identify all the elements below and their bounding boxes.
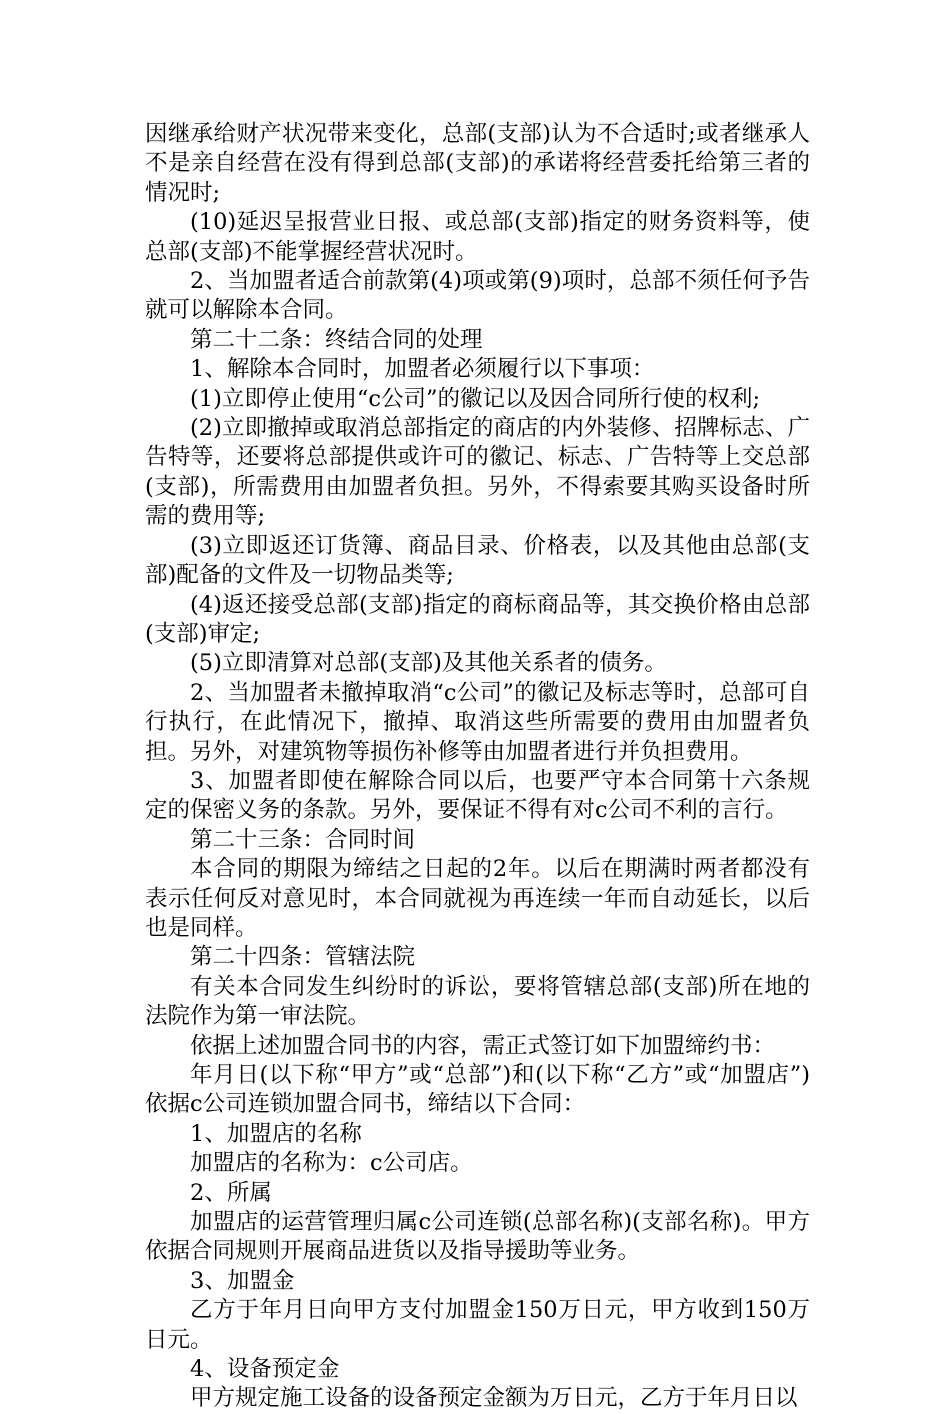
- clause-heading: 4、设备预定金: [190, 1356, 340, 1383]
- paragraph: (10)延迟呈报营业日报、或总部(支部)指定的财务资料等，使总部(支部)不能掌握经营状况时。: [145, 209, 810, 265]
- list-item: (3)立即返还订货簿、商品目录、价格表，以及其他由总部(支部)配备的文件及一切物品类等;: [145, 532, 810, 589]
- paragraph: 依据上述加盟合同书的内容，需正式签订如下加盟缔约书：: [190, 1032, 776, 1059]
- section-heading: 第二十三条：合同时间: [190, 826, 416, 853]
- list-item: (2)立即撤掉或取消总部指定的商店的内外装修、招牌标志、广告特等，还要将总部提供或许可的徽记、标志、广告特等上交总部(支部)，所需费用由加盟者负担。另外，不得索要其购买设备时所需的费用等;: [145, 415, 810, 530]
- paragraph: 1、解除本合同时，加盟者必须履行以下事项：: [190, 356, 655, 383]
- paragraph: 年月日(以下称“甲方”或“总部”)和(以下称“乙方”或“加盟店”)依据c公司连锁加盟合同书，缔结以下合同：: [145, 1062, 810, 1118]
- document-body: [145, 120, 810, 1414]
- paragraph: 有关本合同发生纠纷时的诉讼，要将管辖总部(支部)所在地的法院作为第一审法院。: [145, 973, 810, 1030]
- clause-heading: 1、加盟店的名称: [190, 1120, 362, 1147]
- paragraph: 3、加盟者即使在解除合同以后，也要严守本合同第十六条规定的保密义务的条款。另外，要保证不得有对c公司不利的言行。: [145, 767, 810, 824]
- paragraph: 加盟店的名称为：c公司店。: [190, 1150, 473, 1177]
- clause-heading: 2、所属: [190, 1179, 272, 1206]
- paragraph: 因继承给财产状况带来变化，总部(支部)认为不合适时;或者继承人不是亲自经营在没有得到总部(支部)的承诺将经营委托给第三者的情况时;: [145, 121, 810, 206]
- clause-heading: 3、加盟金: [190, 1267, 295, 1294]
- paragraph: 加盟店的运营管理归属c公司连锁(总部名称)(支部名称)。甲方依据合同规则开展商品进货以及指导援助等业务。: [145, 1209, 810, 1265]
- list-item: (4)返还接受总部(支部)指定的商标商品等，其交换价格由总部(支部)审定;: [145, 591, 810, 647]
- paragraph: 2、当加盟者未撤掉取消“c公司”的徽记及标志等时，总部可自行执行，在此情况下，撤掉、取消这些所需要的费用由加盟者负担。另外，对建筑物等损伤补修等由加盟者进行并负担费用。: [145, 679, 810, 765]
- list-item: (1)立即停止使用“c公司”的徽记以及因合同所行使的权利;: [190, 385, 761, 412]
- list-item: (5)立即清算对总部(支部)及其他关系者的债务。: [190, 650, 667, 677]
- paragraph: 乙方于年月日向甲方支付加盟金150万日元，甲方收到150万日元。: [145, 1297, 810, 1353]
- paragraph: 本合同的期限为缔结之日起的2年。以后在期满时两者都没有表示任何反对意见时，本合同就视为再连续一年而自动延长，以后也是同样。: [145, 856, 810, 941]
- section-heading: 第二十四条：管辖法院: [190, 944, 416, 971]
- paragraph: 甲方规定施工设备的设备预定金额为万日元，乙方于年月日以: [190, 1385, 798, 1412]
- section-heading: 第二十二条：终结合同的处理: [190, 326, 483, 353]
- paragraph: 2、当加盟者适合前款第(4)项或第(9)项时，总部不须任何予告就可以解除本合同。: [145, 268, 810, 324]
